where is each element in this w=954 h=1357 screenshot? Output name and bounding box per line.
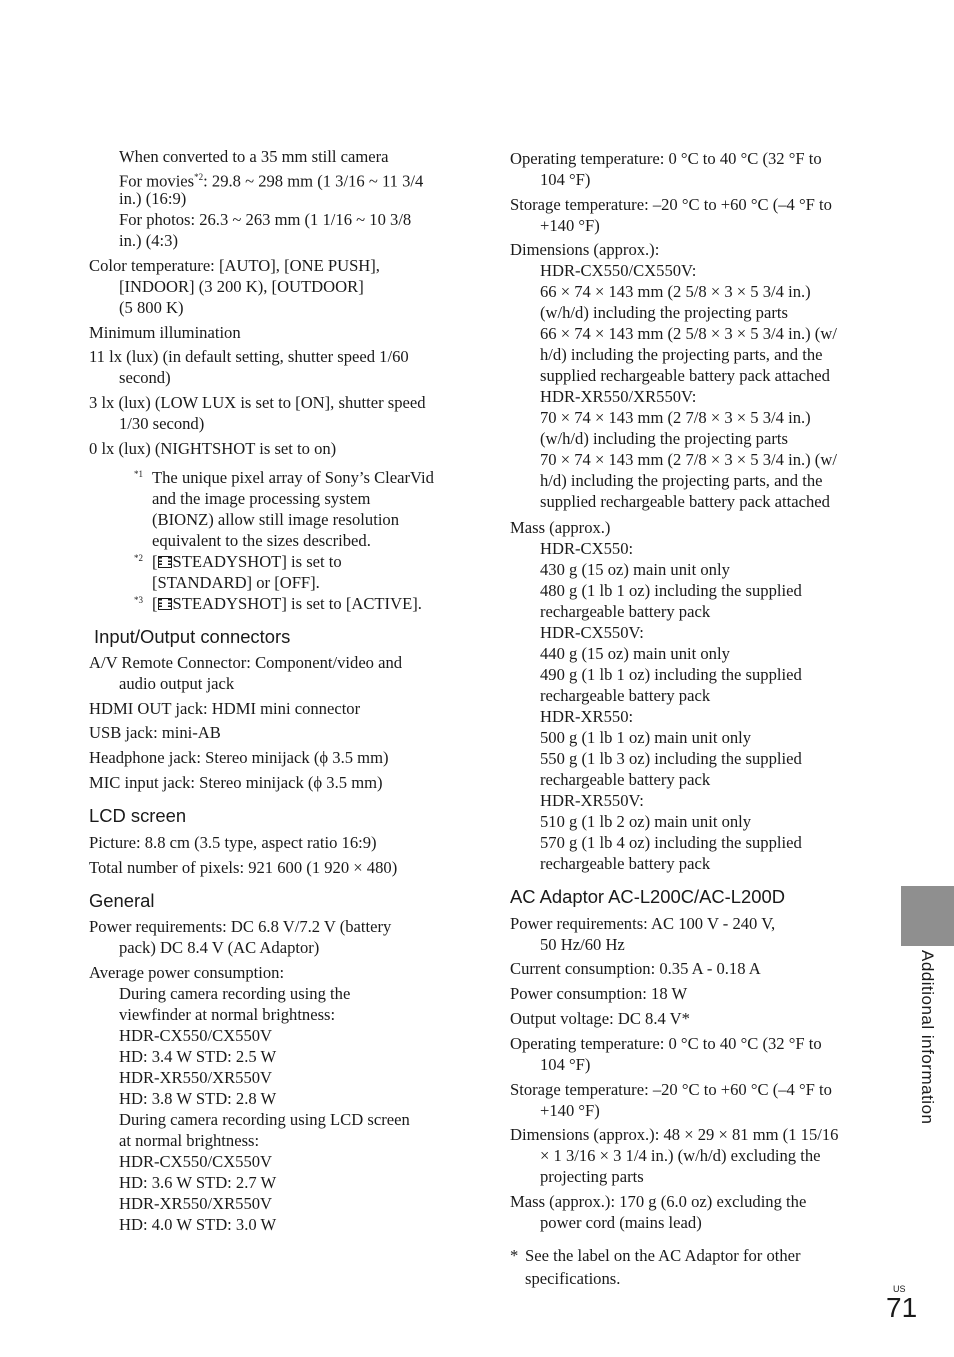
power-req-cont: pack) DC 8.4 V (AC Adaptor) [119,938,320,957]
lcd-rec-text: at normal brightness: [119,1131,260,1150]
note-mark: * [510,1246,519,1265]
io-connectors-heading: Input/Output connectors [94,626,291,647]
illum-3-text: 3 lx (lux) (LOW LUX is set to [ON], shutter speed [89,393,426,412]
dimension-text: 70 × 74 × 143 mm (2 7/8 × 3 × 5 3/4 in.) [540,408,811,427]
footnote-1-text: and the image processing system [152,489,371,508]
headphone-text: Headphone jack: Stereo minijack (ϕ 3.5 mm) [89,748,389,767]
page-number: 71 [886,1292,918,1323]
model-name: HDR-XR550/XR550V: [540,387,697,406]
region-code: US [893,1284,906,1294]
model-name: HDR-CX550/CX550V [119,1026,273,1045]
footnote-2-cont: [STANDARD] or [OFF]. [152,573,320,592]
mass-text: 500 g (1 lb 1 oz) main unit only [540,728,752,747]
footnote-2-mark: *2 [134,553,143,563]
ac-dimensions-text: Dimensions (approx.): 48 × 29 × 81 mm (1 15/16 [510,1125,839,1144]
storage-temp-text: Storage temperature: –20 °C to +60 °C (–4 °F to [510,195,832,214]
model-name: HDR-XR550/XR550V [119,1194,273,1213]
power-values: HD: 3.6 W STD: 2.7 W [119,1173,277,1192]
model-name: HDR-XR550/XR550V [119,1068,273,1087]
dimension-text: supplied rechargeable battery pack attached [540,366,830,385]
dimension-text: 66 × 74 × 143 mm (2 5/8 × 3 × 5 3/4 in.) [540,282,811,301]
mass-text: rechargeable battery pack [540,770,711,789]
mass-label: Mass (approx.) [510,518,611,537]
ac-storage-temp-text: Storage temperature: –20 °C to +60 °C (–4 °F to [510,1080,832,1099]
mic-text: MIC input jack: Stereo minijack (ϕ 3.5 mm) [89,773,383,792]
focal-movies-text: For movies$^{*2}$: 29.8 ~ 298 mm (1 3/16 ~ 11 3/4 [119,171,424,191]
dimension-text: (w/h/d) including the projecting parts [540,303,788,322]
model-name: HDR-CX550/CX550V [119,1152,273,1171]
op-temp-text: Operating temperature: 0 °C to 40 °C (32 °F to [510,149,822,168]
av-remote-text: A/V Remote Connector: Component/video and [89,653,403,672]
ac-op-temp-text: Operating temperature: 0 °C to 40 °C (32 °F to [510,1034,822,1053]
section-label: Additional information [918,950,937,1125]
film-frame-icon [158,556,172,568]
lcd-picture-text: Picture: 8.8 cm (3.5 type, aspect ratio 16:9) [89,833,377,852]
note-text: See the label on the AC Adaptor for other [525,1246,801,1265]
mass-text: rechargeable battery pack [540,854,711,873]
ac-mass-text: Mass (approx.): 170 g (6.0 oz) excluding the [510,1192,807,1211]
mass-text: 550 g (1 lb 3 oz) including the supplied [540,749,802,768]
illum-3-cont: 1/30 second) [119,414,205,433]
footnote-1-text: equivalent to the sizes described. [152,531,371,550]
footnote-2-text: [ STEADYSHOT] is set to [152,552,342,571]
power-values: HD: 3.4 W STD: 2.5 W [119,1047,277,1066]
ac-dimensions-cont: projecting parts [540,1167,644,1186]
color-temp-cont: [INDOOR] (3 200 K), [OUTDOOR] [119,277,364,296]
focal-photos-text: For photos: 26.3 ~ 263 mm (1 1/16 ~ 10 3/8 [119,210,412,229]
vf-text: During camera recording using the [119,984,351,1003]
lcd-rec-text: During camera recording using LCD screen [119,1110,410,1129]
model-name: HDR-CX550V: [540,623,644,642]
illum-11-text: 11 lx (lux) (in default setting, shutter speed 1/60 [89,347,409,366]
power-values: HD: 4.0 W STD: 3.0 W [119,1215,277,1234]
lcd-screen-heading: LCD screen [89,805,187,826]
footnote-1-mark: *1 [134,469,143,479]
section-tab [901,886,954,946]
mass-text: 480 g (1 lb 1 oz) including the supplied [540,581,802,600]
footnote-3-text: [ STEADYSHOT] is set to [ACTIVE]. [152,594,422,613]
mass-text: 570 g (1 lb 4 oz) including the supplied [540,833,802,852]
footnote-1-text: (BIONZ) allow still image resolution [152,510,400,529]
avg-power-label: Average power consumption: [89,963,285,982]
dimension-text: h/d) including the projecting parts, and the [540,471,823,490]
film-frame-icon [158,598,172,610]
color-temp-cont: (5 800 K) [119,298,184,317]
vf-text: viewfinder at normal brightness: [119,1005,336,1024]
dimension-text: h/d) including the projecting parts, and the [540,345,823,364]
hdmi-text: HDMI OUT jack: HDMI mini connector [89,699,361,718]
ac-storage-temp-cont: +140 °F) [540,1101,600,1120]
ac-current-text: Current consumption: 0.35 A - 0.18 A [510,959,761,978]
footnote-1-text: The unique pixel array of Sony’s ClearVid [152,468,434,487]
model-name: HDR-XR550: [540,707,634,726]
dimensions-label: Dimensions (approx.): [510,240,660,259]
focal-convert-text: When converted to a 35 mm still camera [119,147,389,166]
op-temp-cont: 104 °F) [540,170,591,189]
mass-text: rechargeable battery pack [540,686,711,705]
color-temp-text: Color temperature: [AUTO], [ONE PUSH], [89,256,380,275]
ac-dimensions-cont: × 1 3/16 × 3 1/4 in.) (w/h/d) excluding the [540,1146,821,1165]
ac-adaptor-heading: AC Adaptor AC-L200C/AC-L200D [510,886,785,907]
general-heading: General [89,890,155,911]
mass-text: 490 g (1 lb 1 oz) including the supplied [540,665,802,684]
model-name: HDR-CX550/CX550V: [540,261,697,280]
dimension-text: (w/h/d) including the projecting parts [540,429,788,448]
ac-op-temp-cont: 104 °F) [540,1055,591,1074]
footnote-3-mark: *3 [134,595,143,605]
focal-movies-cont: in.) (16:9) [119,189,187,208]
mass-text: rechargeable battery pack [540,602,711,621]
av-remote-cont: audio output jack [119,674,235,693]
dimension-text: 66 × 74 × 143 mm (2 5/8 × 3 × 5 3/4 in.) (w/ [540,324,837,343]
mass-text: 510 g (1 lb 2 oz) main unit only [540,812,752,831]
mass-text: 430 g (15 oz) main unit only [540,560,730,579]
model-name: HDR-CX550: [540,539,634,558]
illum-11-cont: second) [119,368,171,387]
illum-0-text: 0 lx (lux) (NIGHTSHOT is set to on) [89,439,337,458]
power-values: HD: 3.8 W STD: 2.8 W [119,1089,277,1108]
min-illumination-label: Minimum illumination [89,323,241,342]
ac-consumption-text: Power consumption: 18 W [510,984,688,1003]
model-name: HDR-XR550V: [540,791,644,810]
dimension-text: supplied rechargeable battery pack attached [540,492,830,511]
ac-mass-cont: power cord (mains lead) [540,1213,702,1232]
dimension-text: 70 × 74 × 143 mm (2 7/8 × 3 × 5 3/4 in.) (w/ [540,450,837,469]
ac-power-text: Power requirements: AC 100 V - 240 V, [510,914,776,933]
note-text: specifications. [525,1269,621,1288]
usb-text: USB jack: mini-AB [89,723,221,742]
lcd-pixels-text: Total number of pixels: 921 600 (1 920 × 480) [89,858,398,877]
mass-text: 440 g (15 oz) main unit only [540,644,730,663]
storage-temp-cont: +140 °F) [540,216,600,235]
power-req-text: Power requirements: DC 6.8 V/7.2 V (battery [89,917,392,936]
focal-photos-cont: in.) (4:3) [119,231,178,250]
ac-output-text: Output voltage: DC 8.4 V* [510,1009,690,1028]
ac-power-cont: 50 Hz/60 Hz [540,935,625,954]
